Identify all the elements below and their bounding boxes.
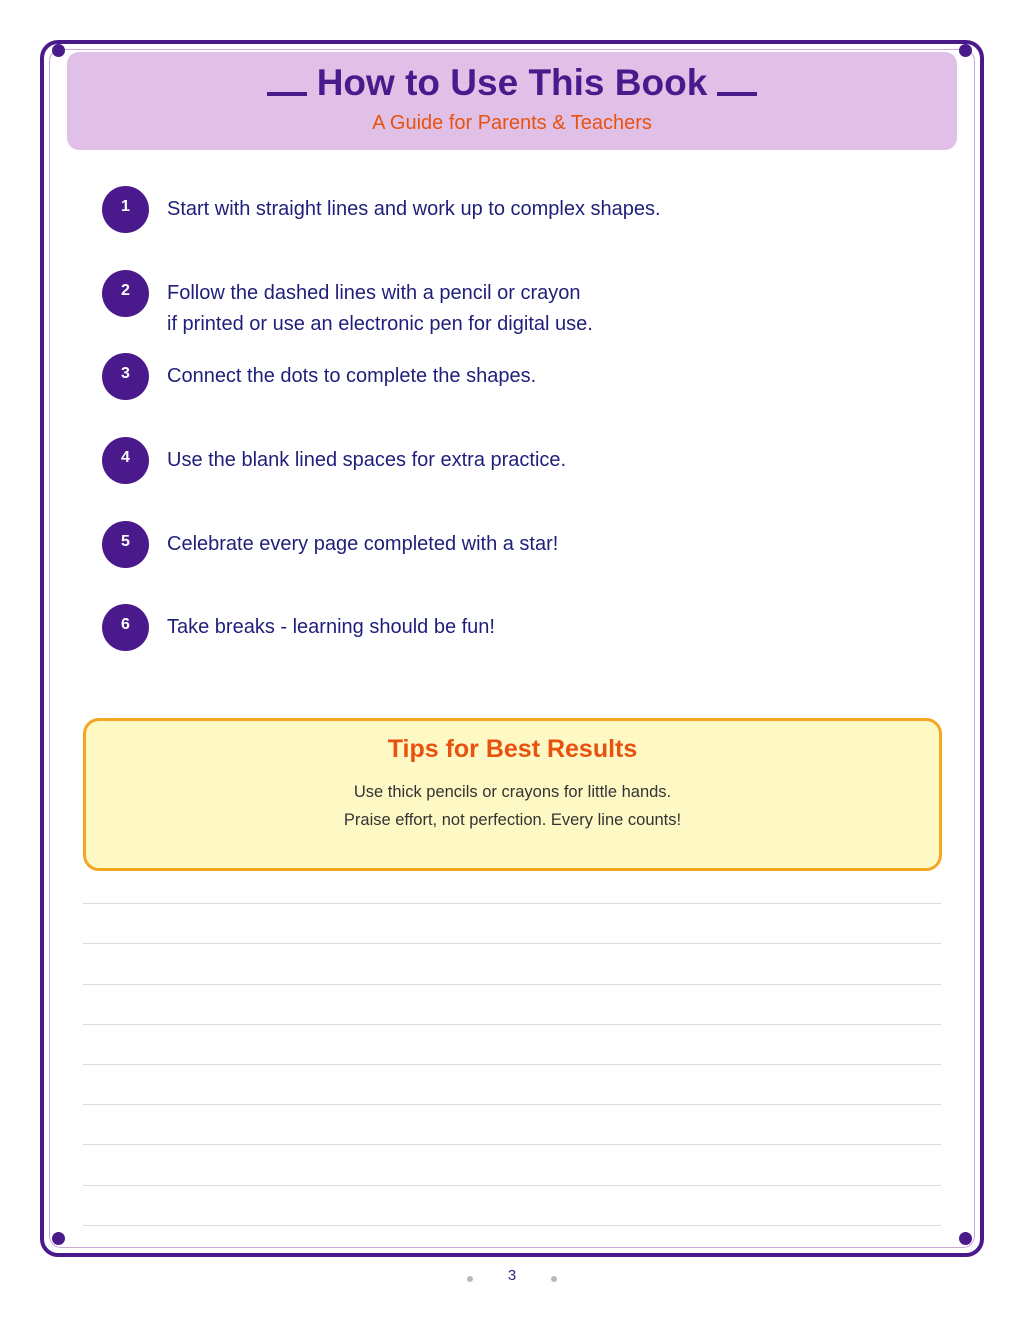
step-text-line: if printed or use an electronic pen for digital use. — [167, 313, 593, 335]
step-number-badge: 6 — [102, 604, 149, 651]
footer-dot-right — [551, 1276, 557, 1282]
step-text-line: Start with straight lines and work up to complex shapes. — [167, 198, 661, 220]
step-text — [167, 612, 495, 643]
step-text-line: Follow the dashed lines with a pencil or crayon — [167, 282, 581, 304]
practice-line — [83, 1144, 941, 1145]
title-row — [0, 61, 1024, 105]
title-decoration-right — [717, 92, 757, 96]
step-item — [102, 186, 942, 248]
tips-box — [83, 718, 942, 871]
corner-dot-bottom-right — [959, 1232, 972, 1245]
corner-dot-top-left — [52, 44, 65, 57]
practice-line — [83, 943, 941, 944]
step-text — [167, 194, 661, 225]
page-number: 3 — [507, 1267, 517, 1284]
practice-line — [83, 903, 941, 904]
step-item — [102, 604, 942, 666]
step-text — [167, 529, 558, 560]
step-item — [102, 353, 942, 415]
practice-line — [83, 1024, 941, 1025]
step-text-line: Connect the dots to complete the shapes. — [167, 365, 537, 387]
step-text — [167, 278, 593, 340]
practice-line — [83, 1225, 941, 1226]
step-item — [102, 270, 942, 335]
step-number-badge: 4 — [102, 437, 149, 484]
practice-line — [83, 984, 941, 985]
tips-line: Use thick pencils or crayons for little hands. — [353, 783, 672, 801]
step-number-badge: 2 — [102, 270, 149, 317]
practice-line — [83, 1185, 941, 1186]
step-text-line: Use the blank lined spaces for extra practice. — [167, 449, 567, 471]
practice-line — [83, 1104, 941, 1105]
corner-dot-bottom-left — [52, 1232, 65, 1245]
page-subtitle: A Guide for Parents & Teachers — [372, 112, 652, 134]
step-number-badge: 3 — [102, 353, 149, 400]
corner-dot-top-right — [959, 44, 972, 57]
footer-dot-left — [467, 1276, 473, 1282]
tips-title: Tips for Best Results — [387, 735, 638, 763]
practice-line — [83, 1064, 941, 1065]
step-number-badge: 5 — [102, 521, 149, 568]
step-item — [102, 521, 942, 583]
step-text — [167, 361, 536, 392]
step-text — [167, 445, 566, 476]
step-text-line: Celebrate every page completed with a star! — [167, 533, 559, 555]
title-decoration-left — [267, 92, 307, 96]
step-number-badge: 1 — [102, 186, 149, 233]
page-title: How to Use This Book — [316, 62, 708, 103]
step-item — [102, 437, 942, 499]
tips-line: Praise effort, not perfection. Every line counts! — [343, 811, 682, 829]
step-text-line: Take breaks - learning should be fun! — [167, 616, 495, 638]
